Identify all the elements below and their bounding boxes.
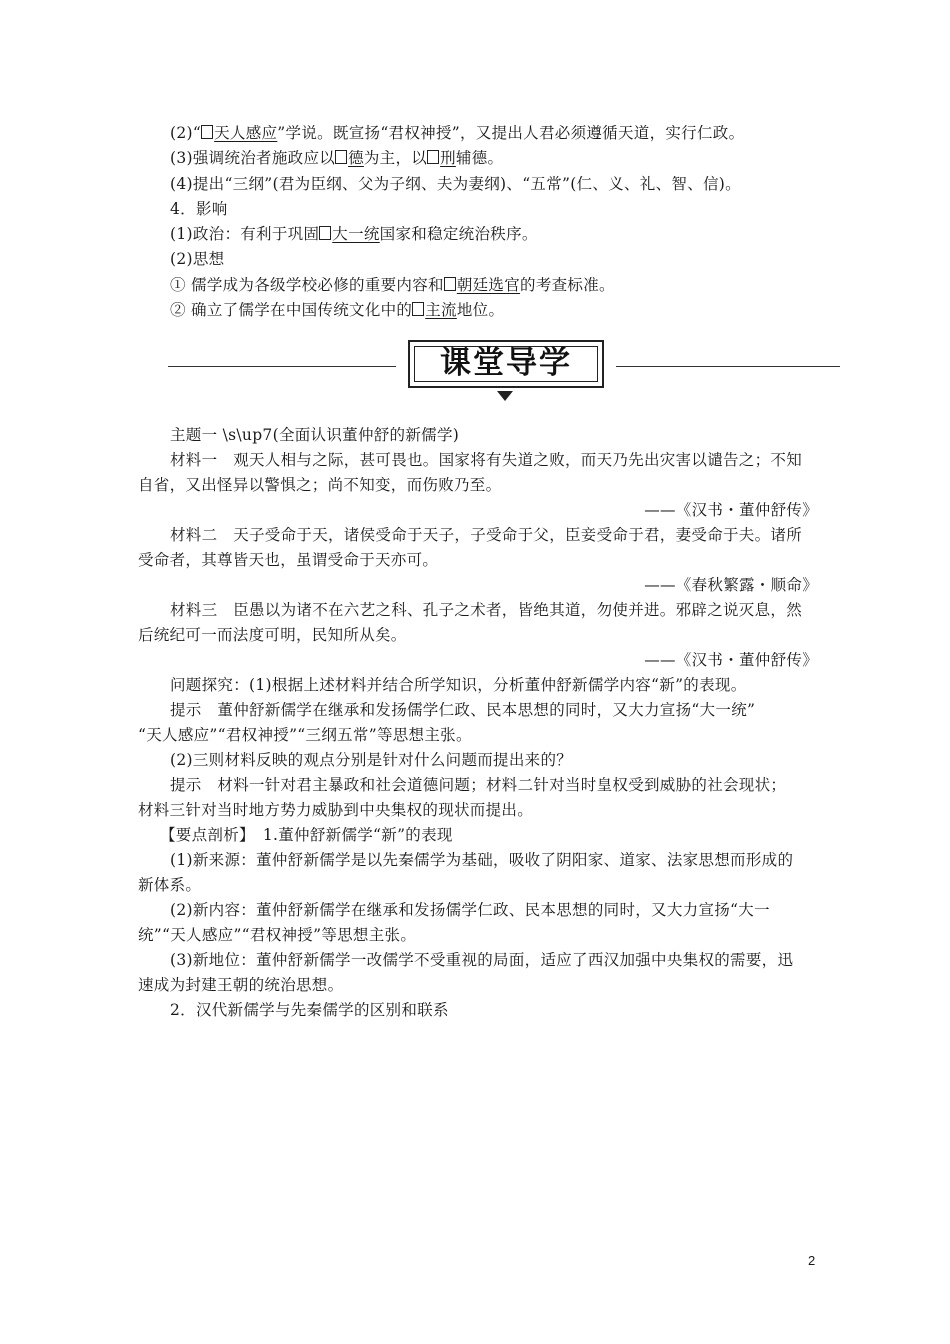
material-2-line-1: 材料二 天子受命于天，诸侯受命于天子，子受命于父，臣妾受命于君，妻受命于夫。诸所 [170, 526, 803, 544]
answer-2-line-2: 材料三针对当时地方势力威胁到中央集权的现状而提出。 [138, 801, 534, 819]
line-sangang: (4)提出“三纲”(君为臣纲、父为子纲、夫为妻纲)、“五常”(仁、义、礼、智、信)。 [170, 175, 741, 193]
question-2: (2)三则材料反映的观点分别是针对什么问题而提出来的？ [170, 751, 573, 769]
banner-rule-left [168, 366, 396, 367]
answer-text: 刑 [440, 149, 456, 167]
text: 为主，以 [363, 149, 428, 167]
point-1-line-1: (1)新来源：董仲舒新儒学是以先秦儒学为基础，吸收了阴阳家、道家、法家思想而形成的 [170, 851, 794, 869]
line-thought-2 [170, 298, 850, 323]
item-2-heading: 2．汉代新儒学与先秦儒学的区别和联系 [170, 1001, 449, 1019]
material-1-line-1: 材料一 观天人相与之际，甚可畏也。国家将有失道之败，而天乃先出灾害以谴告之；不知 [170, 451, 803, 469]
banner-rule-right [616, 366, 840, 367]
material-1-line-2: 自省，又出怪异以警惧之；尚不知变，而伤败乃至。 [138, 476, 502, 494]
material-3-line-1: 材料三 臣愚以为诸不在六艺之科、孔子之术者，皆绝其道，勿使并进。邪辟之说灭息，然 [170, 601, 803, 619]
page-number: 2 [808, 1253, 816, 1268]
material-2-source: ——《春秋繁露・顺命》 [644, 576, 818, 594]
text: 的考查标准。 [520, 276, 615, 294]
answer-text: 朝廷选官 [456, 276, 521, 294]
material-3-source: ——《汉书・董仲舒传》 [644, 651, 818, 669]
topic-heading: 主题一 \s\up7(全面认识董仲舒的新儒学) [170, 426, 460, 444]
line-tianren [170, 121, 850, 146]
blank-box-icon [335, 150, 347, 164]
answer-text: 大一统 [332, 225, 380, 243]
text: ② 确立了儒学在中国传统文化中的 [170, 301, 413, 319]
point-3-line-1: (3)新地位：董仲舒新儒学一改儒学不受重视的局面，适应了西汉加强中央集权的需要，迅 [170, 951, 794, 969]
line-thought-1 [170, 273, 850, 298]
text: (1)政治：有利于巩固 [170, 225, 320, 243]
text: 地位。 [456, 301, 505, 319]
point-1-line-2: 新体系。 [138, 876, 202, 894]
blank-box-icon [201, 125, 213, 139]
text: 国家和稳定统治秩序。 [379, 225, 538, 243]
line-de-xing [170, 146, 850, 171]
point-2-line-1: (2)新内容：董仲舒新儒学在继承和发扬儒学仁政、民本思想的同时，又大力宣扬“大一 [170, 901, 770, 919]
material-3-line-2: 后统纪可一而法度可明，民知所从矣。 [138, 626, 407, 644]
banner-pointer-icon [497, 391, 513, 401]
line-influence-heading: 4．影响 [170, 200, 228, 218]
material-1-source: ——《汉书・董仲舒传》 [644, 501, 818, 519]
section-banner [408, 340, 604, 388]
analysis-heading: 【要点剖析】 1.董仲舒新儒学“新”的表现 [160, 826, 453, 844]
line-politics [170, 222, 850, 247]
material-2-line-2: 受命者，其尊皆天也，虽谓受命于天亦可。 [138, 551, 439, 569]
text: (3)强调统治者施政应以 [170, 149, 336, 167]
point-2-line-2: 统”“天人感应”“君权神授”等思想主张。 [138, 926, 417, 944]
answer-text: 天人感应 [214, 124, 278, 142]
answer-text: 主流 [425, 301, 457, 319]
section-title: 课堂导学 [440, 345, 572, 381]
question-1: 问题探究：(1)根据上述材料并结合所学知识，分析董仲舒新儒学内容“新”的表现。 [170, 676, 747, 694]
answer-text: 德 [348, 149, 364, 167]
answer-1-line-1: 提示 董仲舒新儒学在继承和发扬儒学仁政、民本思想的同时，又大力宣扬“大一统” [170, 701, 756, 719]
text: ”学说。既宣扬“君权神授”，又提出人君必须遵循天道，实行仁政。 [277, 124, 745, 142]
blank-box-icon [412, 302, 424, 316]
answer-1-line-2: “天人感应”“君权神授”“三纲五常”等思想主张。 [138, 726, 472, 744]
blank-box-icon [427, 150, 439, 164]
blank-box-icon [319, 226, 331, 240]
blank-box-icon [444, 277, 456, 291]
text: ① 儒学成为各级学校必修的重要内容和 [170, 276, 444, 294]
line-thought: (2)思想 [170, 250, 225, 268]
point-3-line-2: 速成为封建王朝的统治思想。 [138, 976, 344, 994]
text: (2)“ [170, 124, 202, 142]
answer-2-line-1: 提示 材料一针对君主暴政和社会道德问题；材料二针对当时皇权受到威胁的社会现状； [170, 776, 787, 794]
text: 辅德。 [455, 149, 504, 167]
